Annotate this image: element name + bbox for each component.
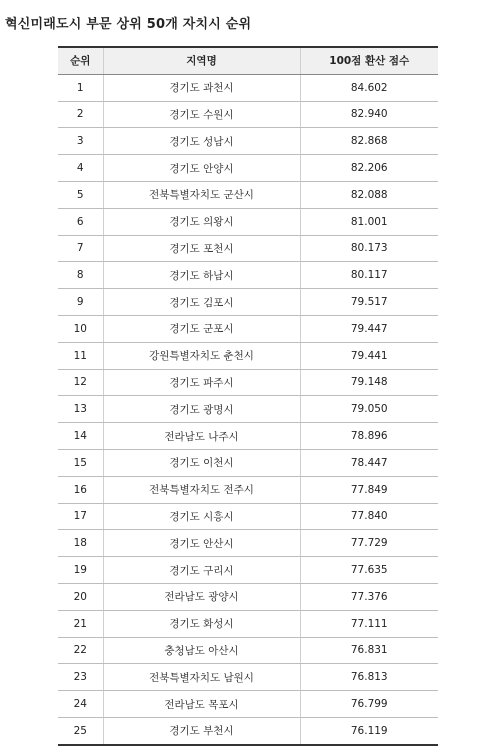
score-cell: 79.148 [300,369,438,396]
table-row [58,101,438,128]
region-cell: 경기도 김포시 [103,289,300,316]
score-cell: 76.831 [300,637,438,664]
table-row [58,717,438,744]
table-row [58,155,438,182]
region-cell: 경기도 파주시 [103,369,300,396]
region-cell: 경기도 하남시 [103,262,300,289]
rank-cell: 7 [58,235,103,262]
region-cell: 충청남도 아산시 [103,637,300,664]
score-cell: 76.119 [300,717,438,744]
region-cell: 전라남도 광양시 [103,583,300,610]
table-row [58,315,438,342]
rank-cell: 10 [58,315,103,342]
score-cell: 79.441 [300,342,438,369]
region-cell: 전라남도 목포시 [103,691,300,718]
rank-cell: 3 [58,128,103,155]
table-body [58,74,438,744]
region-cell: 전라남도 나주시 [103,423,300,450]
table-row [58,476,438,503]
table-row [58,208,438,235]
table-row [58,289,438,316]
table-row [58,583,438,610]
score-cell: 76.813 [300,664,438,691]
table-row [58,637,438,664]
rank-cell: 24 [58,691,103,718]
table-row [58,610,438,637]
rank-cell: 11 [58,342,103,369]
score-cell: 77.849 [300,476,438,503]
region-cell: 경기도 시흥시 [103,503,300,530]
region-cell: 경기도 안산시 [103,530,300,557]
table-row [58,423,438,450]
region-cell: 경기도 구리시 [103,557,300,584]
table-row [58,503,438,530]
rank-cell: 22 [58,637,103,664]
table-row [58,369,438,396]
table-row [58,262,438,289]
table-row [58,74,438,101]
score-cell: 82.088 [300,181,438,208]
region-cell: 경기도 군포시 [103,315,300,342]
score-cell: 77.376 [300,583,438,610]
rank-cell: 8 [58,262,103,289]
region-cell: 전북특별자치도 남원시 [103,664,300,691]
region-cell: 경기도 성남시 [103,128,300,155]
region-cell: 강원특별자치도 춘천시 [103,342,300,369]
column-header-region: 지역명 [103,47,300,74]
score-cell: 79.050 [300,396,438,423]
rank-cell: 25 [58,717,103,744]
score-cell: 78.896 [300,423,438,450]
table-row [58,342,438,369]
rank-cell: 17 [58,503,103,530]
rank-cell: 2 [58,101,103,128]
rank-cell: 19 [58,557,103,584]
score-cell: 84.602 [300,74,438,101]
table-row [58,128,438,155]
table-row [58,449,438,476]
table-header [58,47,438,74]
rank-cell: 6 [58,208,103,235]
page-title: 혁신미래도시 부문 상위 50개 자치시 순위 [5,17,252,32]
column-header-score: 100점 환산 점수 [300,47,438,74]
score-cell: 79.517 [300,289,438,316]
score-cell: 77.111 [300,610,438,637]
ranking-table [58,46,438,746]
score-cell: 82.868 [300,128,438,155]
region-cell: 경기도 과천시 [103,74,300,101]
region-cell: 경기도 부천시 [103,717,300,744]
rank-cell: 9 [58,289,103,316]
table-row [58,530,438,557]
score-cell: 80.173 [300,235,438,262]
region-cell: 전북특별자치도 군산시 [103,181,300,208]
score-cell: 78.447 [300,449,438,476]
region-cell: 경기도 포천시 [103,235,300,262]
score-cell: 82.206 [300,155,438,182]
table-row [58,557,438,584]
rank-cell: 16 [58,476,103,503]
region-cell: 경기도 의왕시 [103,208,300,235]
region-cell: 경기도 안양시 [103,155,300,182]
rank-cell: 23 [58,664,103,691]
rank-cell: 13 [58,396,103,423]
table-row [58,664,438,691]
score-cell: 77.729 [300,530,438,557]
rank-cell: 20 [58,583,103,610]
score-cell: 79.447 [300,315,438,342]
table-row [58,235,438,262]
rank-cell: 5 [58,181,103,208]
score-cell: 77.635 [300,557,438,584]
score-cell: 76.799 [300,691,438,718]
region-cell: 경기도 수원시 [103,101,300,128]
rank-cell: 14 [58,423,103,450]
score-cell: 80.117 [300,262,438,289]
table-row [58,396,438,423]
region-cell: 전북특별자치도 전주시 [103,476,300,503]
score-cell: 82.940 [300,101,438,128]
region-cell: 경기도 광명시 [103,396,300,423]
score-cell: 81.001 [300,208,438,235]
header-row [58,47,438,74]
region-cell: 경기도 화성시 [103,610,300,637]
column-header-rank: 순위 [58,47,103,74]
rank-cell: 4 [58,155,103,182]
score-cell: 77.840 [300,503,438,530]
region-cell: 경기도 이천시 [103,449,300,476]
table-row [58,181,438,208]
rank-cell: 15 [58,449,103,476]
table-row [58,691,438,718]
rank-cell: 12 [58,369,103,396]
rank-cell: 1 [58,74,103,101]
rank-cell: 21 [58,610,103,637]
rank-cell: 18 [58,530,103,557]
